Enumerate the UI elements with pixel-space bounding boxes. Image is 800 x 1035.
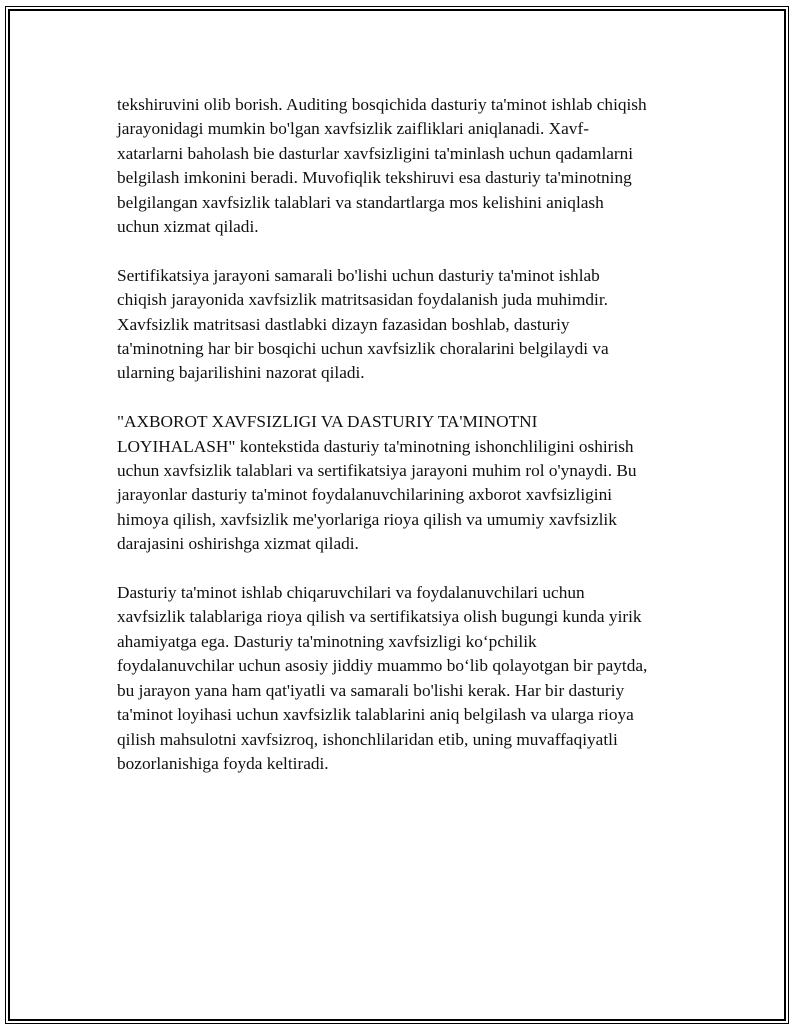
text-line: ta'minot loyihasi uchun xavfsizlik talablarini aniq belgilash va ularga rioya — [117, 705, 634, 725]
text-line: tekshiruvini olib borish. Auditing bosqichida dasturiy ta'minot ishlab chiqish — [117, 95, 647, 114]
text-line: jarayonlar dasturiy ta'minot foydalanuvchilarining axborot xavfsizligini — [117, 485, 613, 505]
text-line: xatarlarni baholash bie dasturlar xavfsizligini ta'minlash uchun qadamlarni — [117, 143, 634, 163]
text-line: LOYIHALASH" kontekstida dasturiy ta'minotning ishonchliligini oshirish — [117, 436, 634, 456]
paragraph-2 — [117, 264, 697, 386]
text-line: xavfsizlik talablariga rioya qilish va sertifikatsiya olish bugungi kunda yirik — [117, 607, 642, 627]
document-body — [117, 93, 697, 801]
text-line: himoya qilish, xavfsizlik me'yorlariga rioya qilish va umumiy xavfsizlik — [117, 509, 617, 529]
text-line: uchun xavfsizlik talablari va sertifikatsiya jarayoni muhim rol o'ynaydi. Bu — [117, 461, 637, 481]
text-line: ta'minotning har bir bosqichi uchun xavfsizlik choralarini belgilaydi va — [117, 339, 609, 359]
text-line: Xavfsizlik matritsasi dastlabki dizayn fazasidan boshlab, dasturiy — [117, 314, 570, 334]
text-line: darajasini oshirishga xizmat qiladi. — [117, 534, 359, 554]
text-line: belgilash imkonini beradi. Muvofiqlik tekshiruvi esa dasturiy ta'minotning — [117, 168, 632, 188]
text-line: foydalanuvchilar uchun asosiy jiddiy muammo bo‘lib qolayotgan bir paytda, — [117, 656, 648, 676]
paragraph-3 — [117, 410, 697, 556]
text-line: ahamiyatga ega. Dasturiy ta'minotning xavfsizligi ko‘pchilik — [117, 631, 537, 651]
text-line: ularning bajarilishini nazorat qiladi. — [117, 363, 365, 383]
text-line: belgilangan xavfsizlik talablari va standartlarga mos kelishini aniqlash — [117, 192, 604, 212]
text-line: Dasturiy ta'minot ishlab chiqaruvchilari va foydalanuvchilari uchun — [117, 583, 585, 603]
text-line: jarayonidagi mumkin bo'lgan xavfsizlik zaifliklari aniqlanadi. Xavf- — [117, 119, 589, 139]
text-line: qilish mahsulotni xavfsizroq, ishonchlilaridan etib, uning muvaffaqiyatli — [117, 729, 618, 749]
text-line: chiqish jarayonida xavfsizlik matritsasidan foydalanish juda muhimdir. — [117, 290, 608, 310]
paragraph-4 — [117, 581, 697, 776]
text-line: "AXBOROT XAVFSIZLIGI VA DASTURIY TA'MINOTNI — [117, 412, 538, 432]
text-line: bozorlanishiga foyda keltiradi. — [117, 753, 329, 773]
text-line: bu jarayon yana ham qat'iyatli va samarali bo'lishi kerak. Har bir dasturiy — [117, 680, 625, 700]
text-line: Sertifikatsiya jarayoni samarali bo'lishi uchun dasturiy ta'minot ishlab — [117, 265, 600, 285]
text-line: uchun xizmat qiladi. — [117, 217, 259, 237]
paragraph-1 — [117, 93, 697, 239]
